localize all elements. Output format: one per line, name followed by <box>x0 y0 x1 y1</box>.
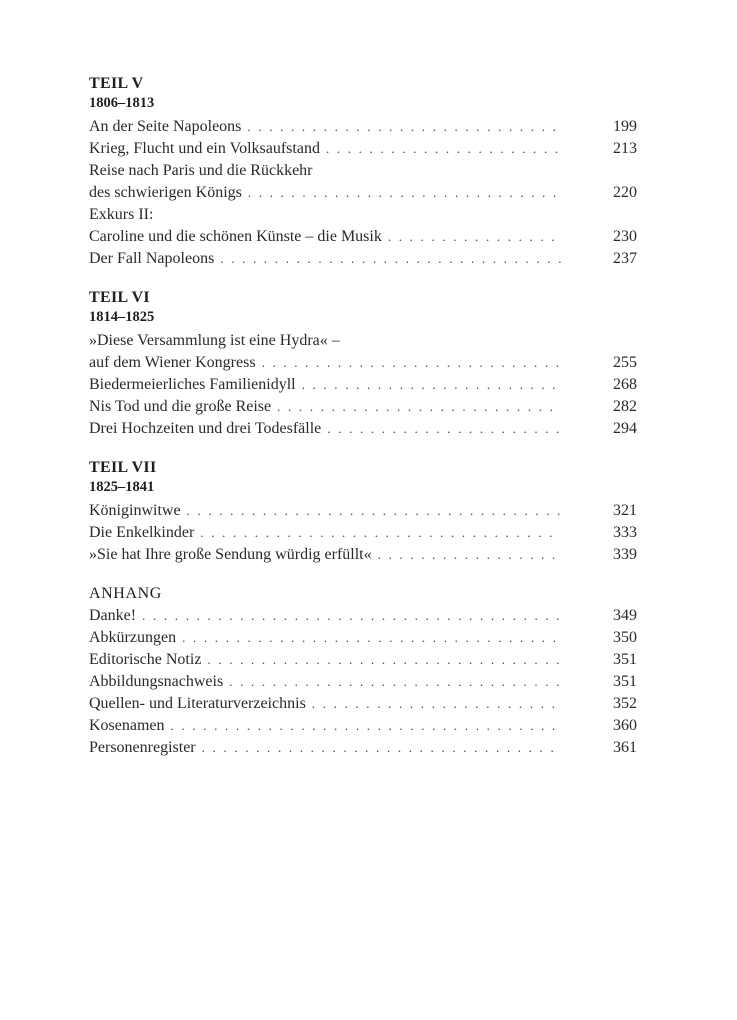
entry-label: Abbildungsnachweis <box>89 673 224 690</box>
entry-page: 220 <box>613 184 637 201</box>
entry-page: 268 <box>613 376 637 393</box>
dot-leader <box>229 671 561 693</box>
entry-page: 282 <box>613 398 637 415</box>
entry-label: Abkürzungen <box>89 629 177 646</box>
dot-leader <box>200 522 561 544</box>
toc-entry[interactable] <box>89 544 637 566</box>
part-title: TEIL V <box>89 75 144 92</box>
toc-entry[interactable] <box>89 605 637 627</box>
toc-entry[interactable] <box>89 522 637 544</box>
entry-label: Krieg, Flucht und ein Volksaufstand <box>89 140 320 157</box>
entry-label: Der Fall Napoleons <box>89 250 215 267</box>
part-years: 1814–1825 <box>89 309 155 325</box>
toc-section-part5 <box>89 74 637 270</box>
toc-entry[interactable] <box>89 671 637 693</box>
toc-section-anhang <box>89 584 637 759</box>
part-years: 1825–1841 <box>89 479 155 495</box>
entry-page: 333 <box>613 524 637 541</box>
dot-leader <box>327 418 561 440</box>
toc-entry[interactable] <box>89 418 637 440</box>
entry-label: auf dem Wiener Kongress <box>89 354 256 371</box>
entry-label: Editorische Notiz <box>89 651 202 668</box>
toc-section-part6 <box>89 288 637 440</box>
entry-page: 321 <box>613 502 637 519</box>
entry-page: 352 <box>613 695 637 712</box>
toc-entry[interactable] <box>89 138 637 160</box>
entry-page: 361 <box>613 739 637 756</box>
entry-page: 350 <box>613 629 637 646</box>
entry-label: »Sie hat Ihre große Sendung würdig erfüllt« <box>89 546 372 563</box>
toc-entry[interactable] <box>89 182 637 204</box>
dot-leader <box>247 116 561 138</box>
entry-page: 237 <box>613 250 637 267</box>
dot-leader <box>302 374 561 396</box>
toc-entry[interactable] <box>89 396 637 418</box>
entry-page: 230 <box>613 228 637 245</box>
entry-label-line1: Exkurs II: <box>89 206 154 223</box>
entry-page: 351 <box>613 651 637 668</box>
entry-page: 351 <box>613 673 637 690</box>
part-title: ANHANG <box>89 585 162 602</box>
toc-entry[interactable] <box>89 226 637 248</box>
entry-page: 339 <box>613 546 637 563</box>
table-of-contents <box>89 74 637 777</box>
dot-leader <box>248 182 561 204</box>
entry-page: 255 <box>613 354 637 371</box>
entry-page: 213 <box>613 140 637 157</box>
toc-entry[interactable] <box>89 352 637 374</box>
entry-label-line1: Reise nach Paris und die Rückkehr <box>89 162 313 179</box>
dot-leader <box>378 544 561 566</box>
entry-page: 360 <box>613 717 637 734</box>
dot-leader <box>388 226 561 248</box>
toc-entry[interactable] <box>89 737 637 759</box>
entry-label: Danke! <box>89 607 137 624</box>
dot-leader <box>326 138 561 160</box>
entry-page: 349 <box>613 607 637 624</box>
toc-entry[interactable] <box>89 248 637 270</box>
entry-label: Die Enkelkinder <box>89 524 195 541</box>
part-years: 1806–1813 <box>89 95 155 111</box>
entry-page: 199 <box>613 118 637 135</box>
entry-label: Drei Hochzeiten und drei Todesfälle <box>89 420 322 437</box>
entry-label: Nis Tod und die große Reise <box>89 398 272 415</box>
entry-label: Kosenamen <box>89 717 165 734</box>
entry-label: Königinwitwe <box>89 502 181 519</box>
toc-entry[interactable] <box>89 627 637 649</box>
entry-label: Caroline und die schönen Künste – die Musik <box>89 228 382 245</box>
part-title: TEIL VI <box>89 289 150 306</box>
toc-entry[interactable] <box>89 500 637 522</box>
dot-leader <box>262 352 561 374</box>
toc-section-part7 <box>89 458 637 566</box>
dot-leader <box>187 500 561 522</box>
toc-entry[interactable] <box>89 693 637 715</box>
dot-leader <box>312 693 561 715</box>
dot-leader <box>277 396 561 418</box>
entry-label: Quellen- und Literaturverzeichnis <box>89 695 306 712</box>
dot-leader <box>220 248 561 270</box>
toc-entry[interactable] <box>89 116 637 138</box>
dot-leader <box>207 649 561 671</box>
entry-label: An der Seite Napoleons <box>89 118 242 135</box>
toc-entry[interactable] <box>89 649 637 671</box>
entry-label-line1: »Diese Versammlung ist eine Hydra« – <box>89 332 340 349</box>
entry-label: Personenregister <box>89 739 196 756</box>
dot-leader <box>142 605 561 627</box>
entry-label: des schwierigen Königs <box>89 184 242 201</box>
dot-leader <box>171 715 561 737</box>
toc-entry[interactable] <box>89 715 637 737</box>
toc-entry[interactable] <box>89 374 637 396</box>
entry-page: 294 <box>613 420 637 437</box>
dot-leader <box>182 627 561 649</box>
entry-label: Biedermeierliches Familienidyll <box>89 376 296 393</box>
dot-leader <box>202 737 561 759</box>
part-title: TEIL VII <box>89 459 157 476</box>
